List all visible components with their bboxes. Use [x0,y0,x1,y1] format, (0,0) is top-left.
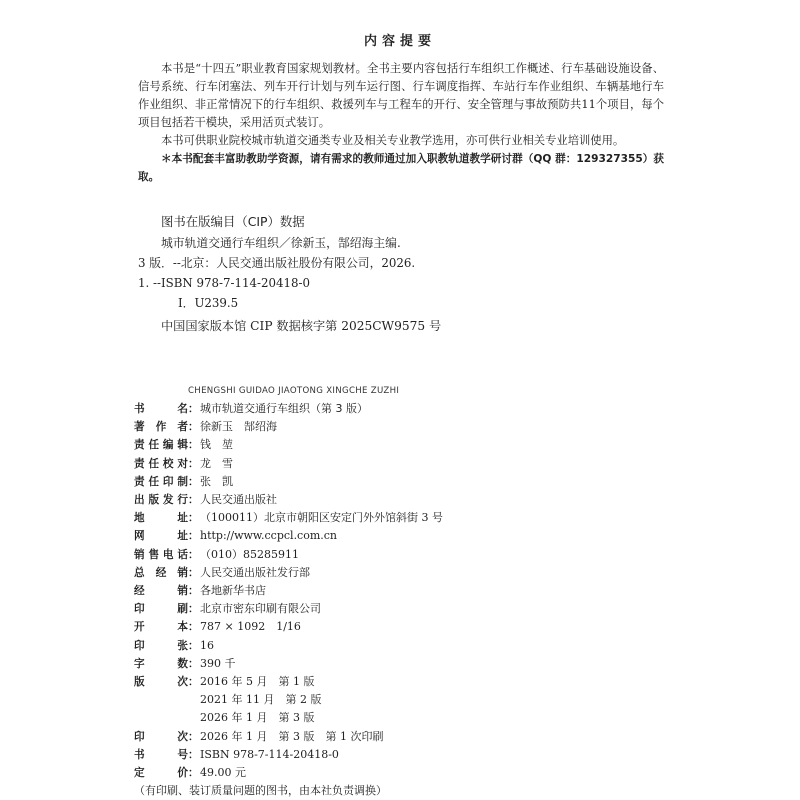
colophon-row [134,509,694,527]
cip-line: 3 版．--北京：人民交通出版社股份有限公司，2026. [138,256,416,270]
quality-note: （有印刷、装订质量问题的图书，由本社负责调换） [134,784,387,798]
colophon-label: 书名 [134,403,188,415]
colophon-value: （010）85285911 [200,547,299,561]
cip-number: 中国国家版本馆 CIP 数据核字第 2025CW9575 号 [161,319,442,333]
colophon-value: 390 千 [200,656,236,670]
colophon-block [134,400,694,800]
colon: ： [188,730,199,743]
colophon-row [134,491,694,509]
colon: ： [188,548,199,561]
cip-classification: Ⅰ．U239.5 [178,296,239,310]
colophon-row [134,655,694,673]
cip-heading: 图书在版编目（CIP）数据 [161,214,305,229]
colon: ： [188,403,199,415]
edition-continued: 2021 年 11 月 第 2 版 [200,693,322,707]
colon: ： [188,603,199,616]
publisher-website: http://www.ccpcl.com.cn [200,529,338,543]
colophon-label: 书号 [134,748,188,761]
colon: ： [188,421,199,434]
colophon-value: 2016 年 5 月 第 1 版 [200,675,315,689]
colophon-value: 各地新华书店 [200,584,266,598]
colon: ： [188,494,199,507]
cip-line: 城市轨道交通行车组织／徐新玉，郜绍海主编. [161,236,401,250]
colophon-row [134,637,694,655]
resource-note: ＊本书配套丰富助教助学资源，请有需求的教师通过加入职教轨道教学研讨群（QQ 群：129327355）获取。 [138,153,664,183]
colophon-label: 印张 [134,639,188,652]
colophon-label: 出版发行 [134,494,188,507]
colophon-row [134,673,694,691]
summary-title: 内容提要 [363,34,436,49]
colon: ： [188,475,199,488]
pinyin-title: CHENGSHI GUIDAO JIAOTONG XINGCHE ZUZHI [188,386,400,396]
colophon-value: 787 × 1092 1/16 [200,620,301,634]
colophon-value: 人民交通出版社发行部 [200,565,310,579]
colophon-label: 定价 [134,767,188,780]
colophon-row [134,455,694,473]
summary-block [138,60,664,186]
colophon-label: 经销 [134,585,188,598]
colophon-label: 字数 [134,657,188,670]
colophon-value: 2026 年 1 月 第 3 版 第 1 次印刷 [200,729,384,743]
colophon-row [134,746,694,764]
colophon-label: 版次 [134,676,188,689]
colon: ： [188,530,199,543]
colophon-row [134,400,694,418]
colophon-value: （100011）北京市朝阳区安定门外外馆斜街 3 号 [200,511,443,525]
colophon-row [134,473,694,491]
colophon-label: 责任编辑 [134,439,188,452]
colophon-row [134,436,694,454]
colophon-row [134,418,694,436]
colophon-value: ISBN 978-7-114-20418-0 [200,747,339,761]
colophon-row [134,764,694,782]
colophon-label: 总经销 [134,566,188,579]
colophon-label: 销售电话 [134,548,188,561]
colophon-value: 49.00 元 [200,766,246,780]
colophon-label: 印次 [134,730,188,743]
colon: ： [188,566,199,579]
colon: ： [188,512,199,525]
colophon-label: 印刷 [134,603,188,616]
colophon-label: 著作者 [134,421,188,434]
colon: ： [188,657,199,670]
colophon-label: 开本 [134,621,188,634]
colophon-value: 城市轨道交通行车组织（第 3 版） [200,402,368,415]
colon: ： [188,457,199,470]
colon: ： [188,767,199,780]
colophon-value: 张 凯 [200,474,233,488]
colon: ： [188,676,199,689]
edition-continued: 2026 年 1 月 第 3 版 [200,711,315,725]
colophon-row [134,564,694,582]
colophon-value: 北京市密东印刷有限公司 [200,602,321,616]
colon: ： [188,439,199,452]
summary-paragraph: 本书是“十四五”职业教育国家规划教材。全书主要内容包括行车组织工作概述、行车基础设施设备、信号系统、行车闭塞法、列车开行计划与列车运行图、行车调度指挥、车站行车作业组织、车辆基地行车作业组织、非正常情况下的行车组织、救援列车与工程车的开行、安全管理与事故预防共11个项目，每个项目包括若干模块，采用活页式装订。 [138,62,664,129]
colophon-value: 龙 雪 [200,456,233,470]
colophon-label: 责任印制 [134,475,188,488]
cip-block [138,212,664,336]
colophon-value: 钱 堃 [200,438,233,452]
colophon-row [134,527,694,545]
colophon-label: 责任校对 [134,457,188,470]
colophon-label: 地址 [134,512,188,525]
colon: ： [188,748,199,761]
colophon-value: 16 [200,638,214,652]
colophon-row [134,618,694,636]
colophon-row [134,728,694,746]
colophon-row [134,600,694,618]
colophon-value: 人民交通出版社 [200,493,277,507]
colon: ： [188,621,199,634]
colophon-label: 网址 [134,530,188,543]
summary-paragraph: 本书可供职业院校城市轨道交通类专业及相关专业教学选用，亦可供行业相关专业培训使用。 [161,134,625,147]
colon: ： [188,585,199,598]
colophon-row [134,546,694,564]
colon: ： [188,639,199,652]
cip-line: 1. --ISBN 978-7-114-20418-0 [138,276,310,290]
colophon-row [134,582,694,600]
colophon-value: 徐新玉 郜绍海 [200,420,277,434]
